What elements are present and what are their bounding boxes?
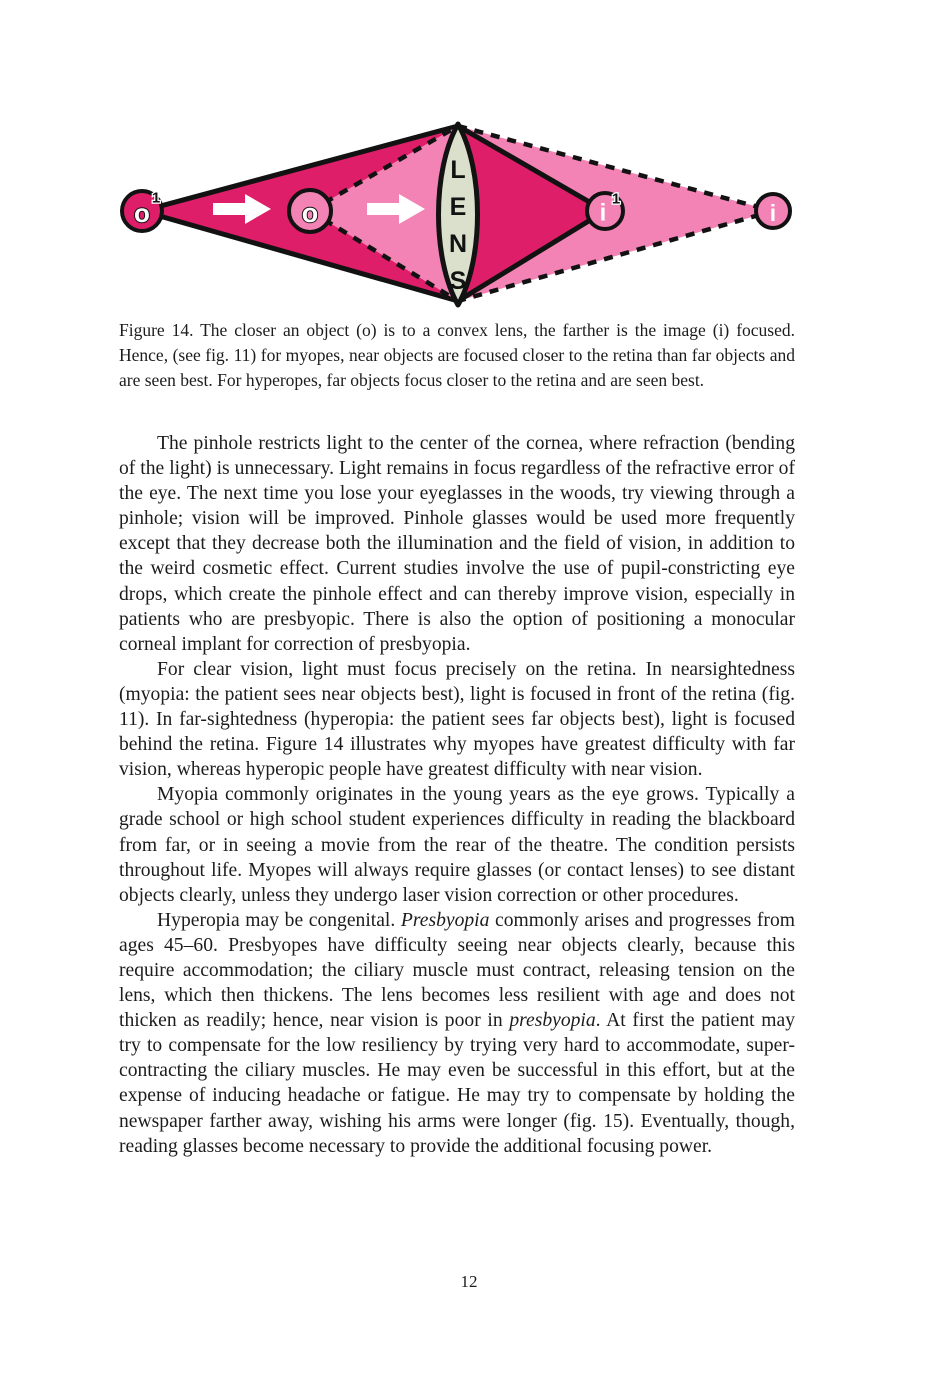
paragraph [119, 657, 795, 782]
italic-text-run: presbyopia [509, 1010, 596, 1032]
paragraph [119, 782, 795, 907]
image-near-marker [587, 191, 623, 230]
object-near-label: o [301, 198, 319, 228]
text-run: Myopia commonly originates in the young years as the eye grows. Typically a grade school or high school student experiences difficulty in reading the blackboard from far, or in seeing a movie from the rear of the theatre. The condition persists throughout life. Myopes will always require glasses (or contact lenses) to see distant objects clearly, unless they undergo laser vision correction or other procedures. [119, 784, 795, 906]
text-run: . At first the patient may try to compensate for the low resiliency by trying very hard to accommodate, super-contracting the ciliary muscles. He may even be successful in this effort, but at the expense of inducing headache or fatigue. He may try to compensate by holding the newspaper farther away, wishing his arms were longer (fig. 15). Eventually, though, reading glasses become necessary to provide the additional focusing power. [119, 1010, 795, 1157]
lens-letter-e: E [449, 193, 467, 221]
object-far-marker [122, 190, 162, 232]
figure-14-diagram [115, 118, 805, 316]
image-near-label: i [599, 199, 607, 227]
image-near-superscript: 1 [611, 190, 621, 208]
object-near-marker [289, 190, 331, 232]
page-number: 12 [460, 1272, 478, 1291]
image-far-label: i [769, 200, 777, 226]
paragraph [119, 908, 795, 1159]
body-text [119, 431, 795, 1159]
paragraph [119, 431, 795, 657]
object-far-label: o [134, 198, 150, 228]
text-run: Hyperopia may be congenital. [157, 909, 401, 931]
lens-letter-s: S [449, 267, 467, 295]
text-run: For clear vision, light must focus precisely on the retina. In nearsightedness (myopia: the patient sees near objects best), light is focused in front of the retina (fig. 11). In far-sightedness (hyperopia: the patient sees far objects best), light is focused behind the retina. Figure 14 illustrates why myopes have greatest difficulty with far vision, whereas hyperopic people have greatest difficulty with near vision. [119, 658, 795, 781]
text-run: commonly arises and progresses from ages 45–60. Presbyopes have difficulty seeing near objects clearly, because this require accommodation; the ciliary muscle must contract, releasing tension on the lens, which then thickens. The lens becomes less resilient with age and does not thicken as readily; hence, near vision is poor in [119, 909, 795, 1032]
image-far-marker [756, 194, 790, 228]
object-far-superscript: 1 [151, 189, 161, 207]
text-run: The pinhole restricts light to the center of the cornea, where refraction (bending of the light) is unnecessary. Light remains in focus regardless of the refractive error of the eye. The next time you lose your eyeglasses in the woods, try viewing through a pinhole; vision will be improved. Pinhole glasses would be used more frequently except that they decrease both the illumination and the field of vision, in addition to the weird cosmetic effect. Current studies involve the use of pupil-constricting eye drops, which create the pinhole effect and can thereby improve vision, especially in patients who are presbyopic. There is also the option of positioning a monocular corneal implant for correction of presbyopia. [119, 433, 795, 655]
lens-ray-diagram [115, 118, 805, 316]
lens-letter-l: L [450, 156, 466, 184]
figure-caption: Figure 14. The closer an object (o) is to a convex lens, the farther is the image (i) focused. Hence, (see fig. 11) for myopes, near objects are focused closer to the retina than far objects and are seen best. For hyperopes, far objects focus closer to the retina and are seen best. [119, 320, 795, 390]
italic-text-run: Presbyopia [400, 909, 490, 931]
lens-letter-n: N [448, 230, 468, 258]
